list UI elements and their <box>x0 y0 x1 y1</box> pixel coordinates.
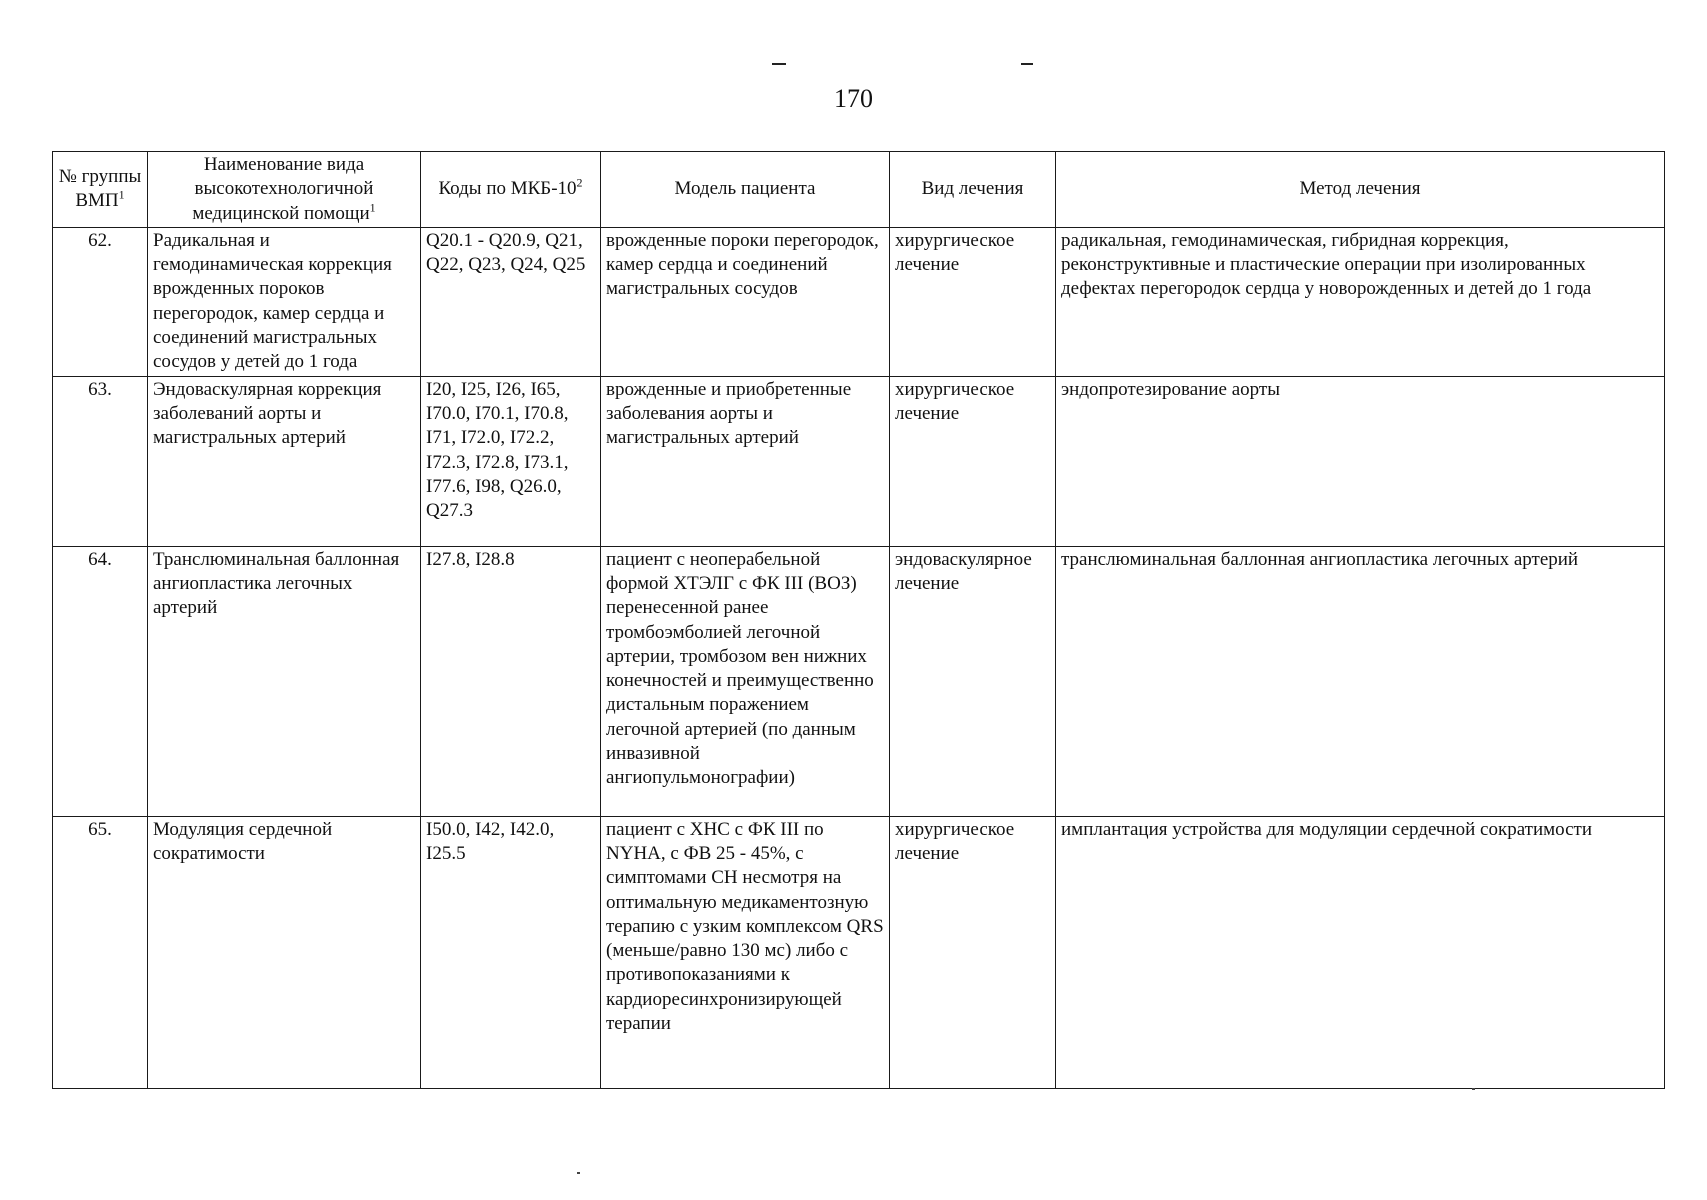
header-group-no: № группы ВМП$^1$ <box>53 152 148 228</box>
row-kind: хирургическое лечение <box>890 376 1056 546</box>
row-name: Эндоваскулярная коррекция заболеваний аорты и магистральных артерий <box>148 376 421 546</box>
table-row <box>53 227 1665 376</box>
header-model: Модель пациента <box>601 152 890 228</box>
row-method: эндопротезирование аорты <box>1056 376 1665 546</box>
row-codes: I20, I25, I26, I65, I70.0, I70.1, I70.8, I71, I72.0, I72.2, I72.3, I72.8, I73.1, I77.6, I98, Q26.0, Q27.3 <box>421 376 601 546</box>
table-row <box>53 376 1665 546</box>
row-codes: I27.8, I28.8 <box>421 546 601 816</box>
row-codes: I50.0, I42, I42.0, I25.5 <box>421 816 601 1088</box>
row-group-no: 64. <box>53 546 148 816</box>
row-method: транслюминальная баллонная ангиопластика легочных артерий <box>1056 546 1665 816</box>
header-method: Метод лечения <box>1056 152 1665 228</box>
row-kind: хирургическое лечение <box>890 227 1056 376</box>
scan-speck <box>1472 1088 1475 1090</box>
row-model: врожденные и приобретенные заболевания аорты и магистральных артерий <box>601 376 890 546</box>
scan-mark-dash-right <box>1021 63 1033 65</box>
table-row <box>53 546 1665 816</box>
vmp-table <box>52 151 1665 1089</box>
header-codes: Коды по МКБ-$10^2$ <box>421 152 601 228</box>
row-kind: эндоваскулярное лечение <box>890 546 1056 816</box>
row-method: имплантация устройства для модуляции сердечной сократимости <box>1056 816 1665 1088</box>
row-name: Модуляция сердечной сократимости <box>148 816 421 1088</box>
row-group-no: 63. <box>53 376 148 546</box>
header-kind: Вид лечения <box>890 152 1056 228</box>
scan-speck <box>577 1172 580 1174</box>
page-number: 170 <box>834 84 873 113</box>
row-group-no: 65. <box>53 816 148 1088</box>
scan-mark-dash-left <box>772 63 786 65</box>
row-codes: Q20.1 - Q20.9, Q21, Q22, Q23, Q24, Q25 <box>421 227 601 376</box>
row-name: Радикальная и гемодинамическая коррекция врожденных пороков перегородок, камер сердца и соединений магистральных сосудов у детей до 1 года <box>148 227 421 376</box>
row-group-no: 62. <box>53 227 148 376</box>
row-kind: хирургическое лечение <box>890 816 1056 1088</box>
table-row <box>53 816 1665 1088</box>
header-row <box>53 152 1665 228</box>
row-method: радикальная, гемодинамическая, гибридная коррекция, реконструктивные и пластические операции при изолированных дефектах перегородок сердца у новорожденных и детей до 1 года <box>1056 227 1665 376</box>
header-name: Наименование вида высокотехнологичной медицинской помощи$^1$ <box>148 152 421 228</box>
row-name: Транслюминальная баллонная ангиопластика легочных артерий <box>148 546 421 816</box>
row-model: врожденные пороки перегородок, камер сердца и соединений магистральных сосудов <box>601 227 890 376</box>
row-model: пациент с ХНС с ФК III по NYHA, с ФВ 25 - 45%, с симптомами СН несмотря на оптимальную медикаментозную терапию с узким комплексом QRS (меньше/равно 130 мс) либо с противопоказаниями к кардиоресинхронизирующей терапии <box>601 816 890 1088</box>
row-model: пациент с неоперабельной формой ХТЭЛГ с ФК III (ВОЗ) перенесенной ранее тромбоэмболией легочной артерии, тромбозом вен нижних конечностей и преимущественно дистальным поражением легочной артерией (по данным инвазивной ангиопульмонографии) <box>601 546 890 816</box>
